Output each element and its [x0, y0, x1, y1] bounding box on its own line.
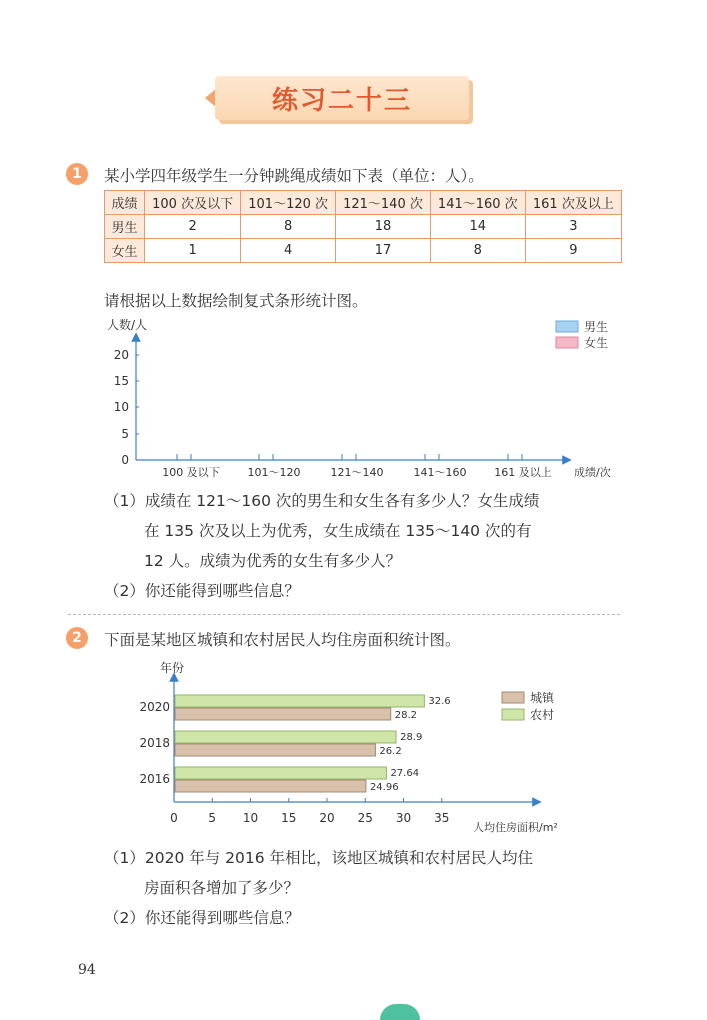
legend-swatch-urban — [502, 692, 524, 703]
q1-sub2: （2）你还能得到哪些信息？ — [104, 582, 300, 600]
data-label-rural: 28.9 — [400, 732, 423, 743]
table-header-cell: 141～160 次 — [430, 191, 525, 215]
page-number: 94 — [78, 962, 96, 978]
x-ticks — [177, 454, 522, 460]
table-cell: 9 — [525, 239, 621, 263]
table-cell: 2 — [145, 215, 241, 239]
bar-urban — [175, 744, 375, 756]
data-label-rural: 32.6 — [428, 696, 451, 707]
page-title: 练习二十三 — [271, 86, 412, 116]
table-cell: 3 — [525, 215, 621, 239]
section-divider — [68, 614, 620, 615]
x-axis-title: 成绩/次 — [574, 466, 611, 479]
blank-bar-chart — [95, 315, 635, 485]
table-header-cell: 101～120 次 — [241, 191, 336, 215]
x-tick-label: 25 — [357, 811, 373, 825]
table-header-cell: 161 次及以上 — [525, 191, 621, 215]
table-header-cell: 成绩 — [105, 191, 145, 215]
y-tick-label: 10 — [113, 400, 129, 414]
x-axis-title: 人均住房面积/m² — [473, 821, 558, 834]
y-category-label: 2016 — [139, 772, 170, 786]
bar-rural — [175, 731, 396, 743]
bar-rural — [175, 767, 386, 779]
bar-urban — [175, 780, 366, 792]
x-category-label: 101～120 — [247, 466, 301, 479]
table-row — [105, 215, 622, 239]
x-category-label: 121～140 — [330, 466, 384, 479]
chart-marks — [139, 695, 450, 825]
x-category-label: 141～160 — [413, 466, 467, 479]
x-tick-label: 0 — [170, 811, 178, 825]
x-category-label: 100 及以下 — [162, 466, 220, 479]
question-1-text: 某小学四年级学生一分钟跳绳成绩如下表（单位：人）。 — [104, 167, 484, 185]
table-cell: 18 — [336, 215, 431, 239]
bar-rural — [175, 695, 424, 707]
legend-label: 城镇 — [530, 691, 555, 705]
x-tick-label: 10 — [242, 811, 259, 825]
legend-swatch-girls — [556, 337, 578, 348]
table-cell: 17 — [336, 239, 431, 263]
scores-table — [104, 190, 622, 263]
table-header-cell: 121～140 次 — [336, 191, 431, 215]
x-tick-label: 35 — [434, 811, 450, 825]
y-tick-label: 15 — [113, 374, 129, 388]
y-axis-title: 人数/人 — [107, 318, 148, 332]
legend — [502, 690, 555, 722]
q1-sub1-line2: 在 135 次及以上为优秀，女生成绩在 135～140 次的有 — [144, 522, 532, 540]
x-tick-label: 5 — [208, 811, 217, 825]
data-label-urban: 28.2 — [394, 710, 417, 721]
table-cell: 8 — [430, 239, 525, 263]
table-cell: 4 — [241, 239, 336, 263]
y-tick-label: 20 — [113, 348, 129, 362]
bottom-tab-decoration — [380, 1004, 420, 1020]
y-category-label: 2018 — [139, 736, 170, 750]
question-2-text: 下面是某地区城镇和农村居民人均住房面积统计图。 — [104, 631, 461, 649]
legend-label: 农村 — [530, 708, 555, 722]
x-tick-label: 15 — [281, 811, 297, 825]
table-row-label: 女生 — [105, 239, 145, 263]
legend-swatch-boys — [556, 321, 578, 332]
table-header-cell: 100 次及以下 — [145, 191, 241, 215]
y-category-label: 2020 — [139, 700, 170, 714]
table-header-row — [105, 191, 622, 215]
y-axis-title: 年份 — [160, 661, 185, 675]
table-cell: 14 — [430, 215, 525, 239]
legend-label: 男生 — [584, 320, 609, 334]
q2-sub1-line1: （1）2020 年与 2016 年相比，该地区城镇和农村居民人均住 — [104, 849, 534, 867]
x-category-label: 161 及以上 — [494, 466, 552, 479]
q1-sub1-line1: （1）成绩在 121～160 次的男生和女生各有多少人？女生成绩 — [104, 492, 540, 510]
table-cell: 8 — [241, 215, 336, 239]
q1-sub1-line3: 12 人。成绩为优秀的女生有多少人？ — [144, 552, 402, 570]
table-row — [105, 239, 622, 263]
data-label-urban: 26.2 — [379, 746, 402, 757]
bar-urban — [175, 708, 391, 720]
question-number-badge: 2 — [66, 627, 88, 649]
x-tick-label: 20 — [319, 811, 335, 825]
table-cell: 1 — [145, 239, 241, 263]
question-number-badge: 1 — [66, 163, 88, 185]
legend-label: 女生 — [584, 336, 609, 350]
x-tick-label: 30 — [395, 811, 412, 825]
chart-instruction: 请根据以上数据绘制复式条形统计图。 — [104, 292, 368, 310]
y-tick-label: 0 — [121, 453, 129, 467]
y-ticks — [114, 348, 139, 467]
data-label-rural: 27.64 — [390, 768, 420, 779]
legend — [556, 319, 608, 350]
data-label-urban: 24.96 — [369, 782, 399, 793]
housing-area-bar-chart — [120, 655, 600, 840]
q2-sub1-line2: 房面积各增加了多少？ — [144, 879, 300, 897]
y-tick-label: 5 — [121, 427, 129, 441]
q2-sub2: （2）你还能得到哪些信息？ — [104, 909, 300, 927]
table-row-label: 男生 — [105, 215, 145, 239]
legend-swatch-rural — [502, 709, 524, 720]
